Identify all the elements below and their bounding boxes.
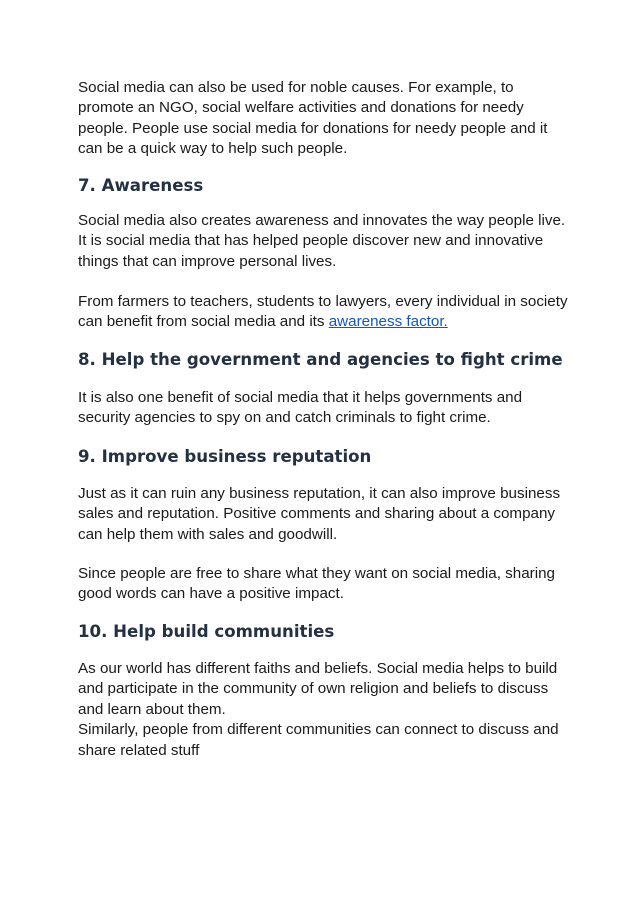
section-7-paragraph-1: Social media also creates awareness and innovates the way people live. It is social media that has helped people discover new and innovative things that can improve personal lives.: [78, 212, 566, 270]
section-8-paragraph-1: It is also one benefit of social media that it helps governments and security agencies to spy on and catch criminals to fight crime.: [78, 389, 523, 427]
intro-paragraph: Social media can also be used for noble causes. For example, to promote an NGO, social welfare activities and donations for needy people. People use social media for donations for needy people and it can be a quick way to help such people.: [78, 79, 548, 158]
section-7-paragraph-2-text: From farmers to teachers, students to lawyers, every individual in society can benefit from social media and its: [78, 293, 568, 331]
section-9-paragraph-2: Since people are free to share what they want on social media, sharing good words can have a positive impact.: [78, 565, 555, 603]
section-9-heading: 9. Improve business reputation: [78, 447, 372, 466]
section-10-heading: 10. Help build communities: [78, 622, 335, 641]
section-7-paragraph-2: [78, 292, 573, 333]
section-7-heading: 7. Awareness: [78, 176, 204, 195]
awareness-factor-link[interactable]: awareness factor.: [328, 313, 448, 331]
section-9-paragraph-1: Just as it can ruin any business reputation, it can also improve business sales and reputation. Positive comments and sharing about a company can help them with sales and goodwill.: [78, 485, 561, 543]
section-10-paragraph-1: As our world has different faiths and beliefs. Social media helps to build and participate in the community of own religion and beliefs to discuss and learn about them. Similarly, people from different communities can connect to discuss and share related stuff: [78, 660, 559, 759]
section-8-heading: 8. Help the government and agencies to fight crime: [78, 350, 563, 369]
